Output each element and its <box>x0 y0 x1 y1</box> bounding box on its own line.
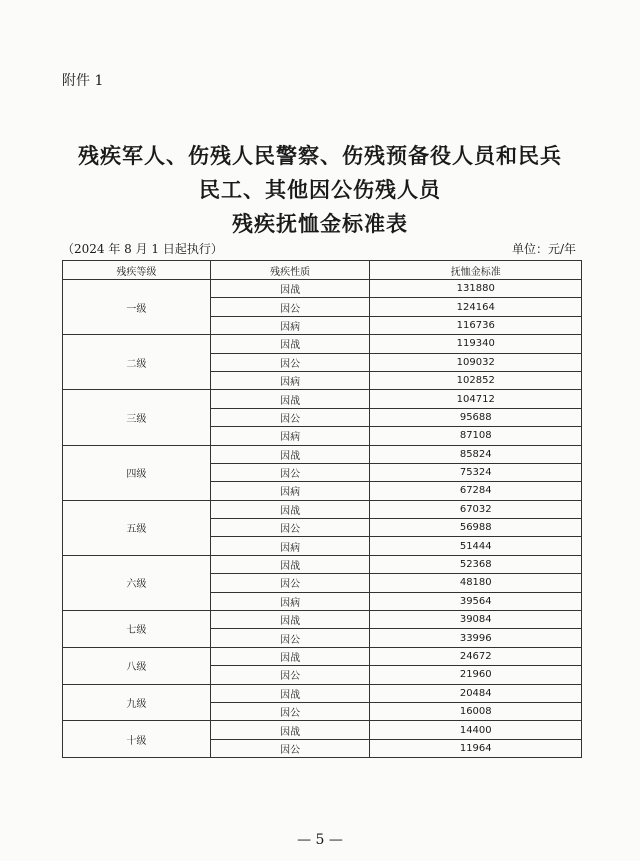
amount-cell: 56988 <box>370 519 582 537</box>
amount-cell: 52368 <box>370 555 582 573</box>
amount-cell: 75324 <box>370 463 582 481</box>
pension-table <box>62 260 582 758</box>
type-cell: 因公 <box>210 666 370 684</box>
title-line-3: 残疾抚恤金标准表 <box>232 211 408 236</box>
table-row <box>63 555 582 573</box>
amount-cell: 39564 <box>370 592 582 610</box>
type-cell: 因病 <box>210 537 370 555</box>
amount-cell: 51444 <box>370 537 582 555</box>
header-grade: 残疾等级 <box>63 261 211 280</box>
grade-cell: 九级 <box>63 684 211 721</box>
amount-cell: 67284 <box>370 482 582 500</box>
amount-cell: 87108 <box>370 427 582 445</box>
table-row <box>63 721 582 739</box>
grade-cell: 三级 <box>63 390 211 445</box>
type-cell: 因公 <box>210 519 370 537</box>
type-cell: 因公 <box>210 353 370 371</box>
amount-cell: 39084 <box>370 611 582 629</box>
unit-label: 单位：元/年 <box>511 242 576 256</box>
header-type: 残疾性质 <box>210 261 370 280</box>
amount-cell: 131880 <box>370 280 582 298</box>
amount-cell: 33996 <box>370 629 582 647</box>
table-row <box>63 647 582 665</box>
grade-cell: 一级 <box>63 280 211 335</box>
type-cell: 因公 <box>210 298 370 316</box>
table-row <box>63 280 582 298</box>
amount-cell: 24672 <box>370 647 582 665</box>
grade-cell: 七级 <box>63 611 211 648</box>
type-cell: 因病 <box>210 371 370 389</box>
type-cell: 因公 <box>210 739 370 757</box>
amount-cell: 119340 <box>370 335 582 353</box>
amount-cell: 109032 <box>370 353 582 371</box>
table-body <box>63 280 582 758</box>
type-cell: 因战 <box>210 500 370 518</box>
type-cell: 因公 <box>210 463 370 481</box>
grade-cell: 六级 <box>63 555 211 610</box>
type-cell: 因战 <box>210 445 370 463</box>
amount-cell: 67032 <box>370 500 582 518</box>
grade-cell: 十级 <box>63 721 211 758</box>
type-cell: 因公 <box>210 702 370 720</box>
grade-cell: 八级 <box>63 647 211 684</box>
table-row <box>63 390 582 408</box>
type-cell: 因病 <box>210 427 370 445</box>
type-cell: 因公 <box>210 408 370 426</box>
grade-cell: 二级 <box>63 335 211 390</box>
type-cell: 因公 <box>210 629 370 647</box>
grade-cell: 五级 <box>63 500 211 555</box>
table-row <box>63 500 582 518</box>
type-cell: 因战 <box>210 684 370 702</box>
amount-cell: 85824 <box>370 445 582 463</box>
attachment-label: 附件 1 <box>62 73 104 89</box>
type-cell: 因战 <box>210 280 370 298</box>
type-cell: 因战 <box>210 335 370 353</box>
amount-cell: 124164 <box>370 298 582 316</box>
amount-cell: 116736 <box>370 316 582 334</box>
type-cell: 因战 <box>210 390 370 408</box>
table-row <box>63 335 582 353</box>
grade-cell: 四级 <box>63 445 211 500</box>
header-amount: 抚恤金标准 <box>370 261 582 280</box>
type-cell: 因战 <box>210 555 370 573</box>
table-row <box>63 611 582 629</box>
amount-cell: 16008 <box>370 702 582 720</box>
type-cell: 因战 <box>210 611 370 629</box>
amount-cell: 20484 <box>370 684 582 702</box>
amount-cell: 102852 <box>370 371 582 389</box>
amount-cell: 11964 <box>370 739 582 757</box>
amount-cell: 104712 <box>370 390 582 408</box>
table-header-row <box>63 261 582 280</box>
type-cell: 因公 <box>210 574 370 592</box>
type-cell: 因病 <box>210 482 370 500</box>
type-cell: 因病 <box>210 316 370 334</box>
amount-cell: 48180 <box>370 574 582 592</box>
type-cell: 因战 <box>210 721 370 739</box>
table-row <box>63 684 582 702</box>
title-line-2: 民工、其他因公伤残人员 <box>199 177 441 202</box>
amount-cell: 14400 <box>370 721 582 739</box>
table-row <box>63 445 582 463</box>
title-line-1: 残疾军人、伤残人民警察、伤残预备役人员和民兵 <box>78 143 562 168</box>
effective-date: （2024 年 8 月 1 日起执行） <box>62 242 223 256</box>
amount-cell: 95688 <box>370 408 582 426</box>
type-cell: 因战 <box>210 647 370 665</box>
page-number: — 5 — <box>297 832 343 848</box>
amount-cell: 21960 <box>370 666 582 684</box>
type-cell: 因病 <box>210 592 370 610</box>
